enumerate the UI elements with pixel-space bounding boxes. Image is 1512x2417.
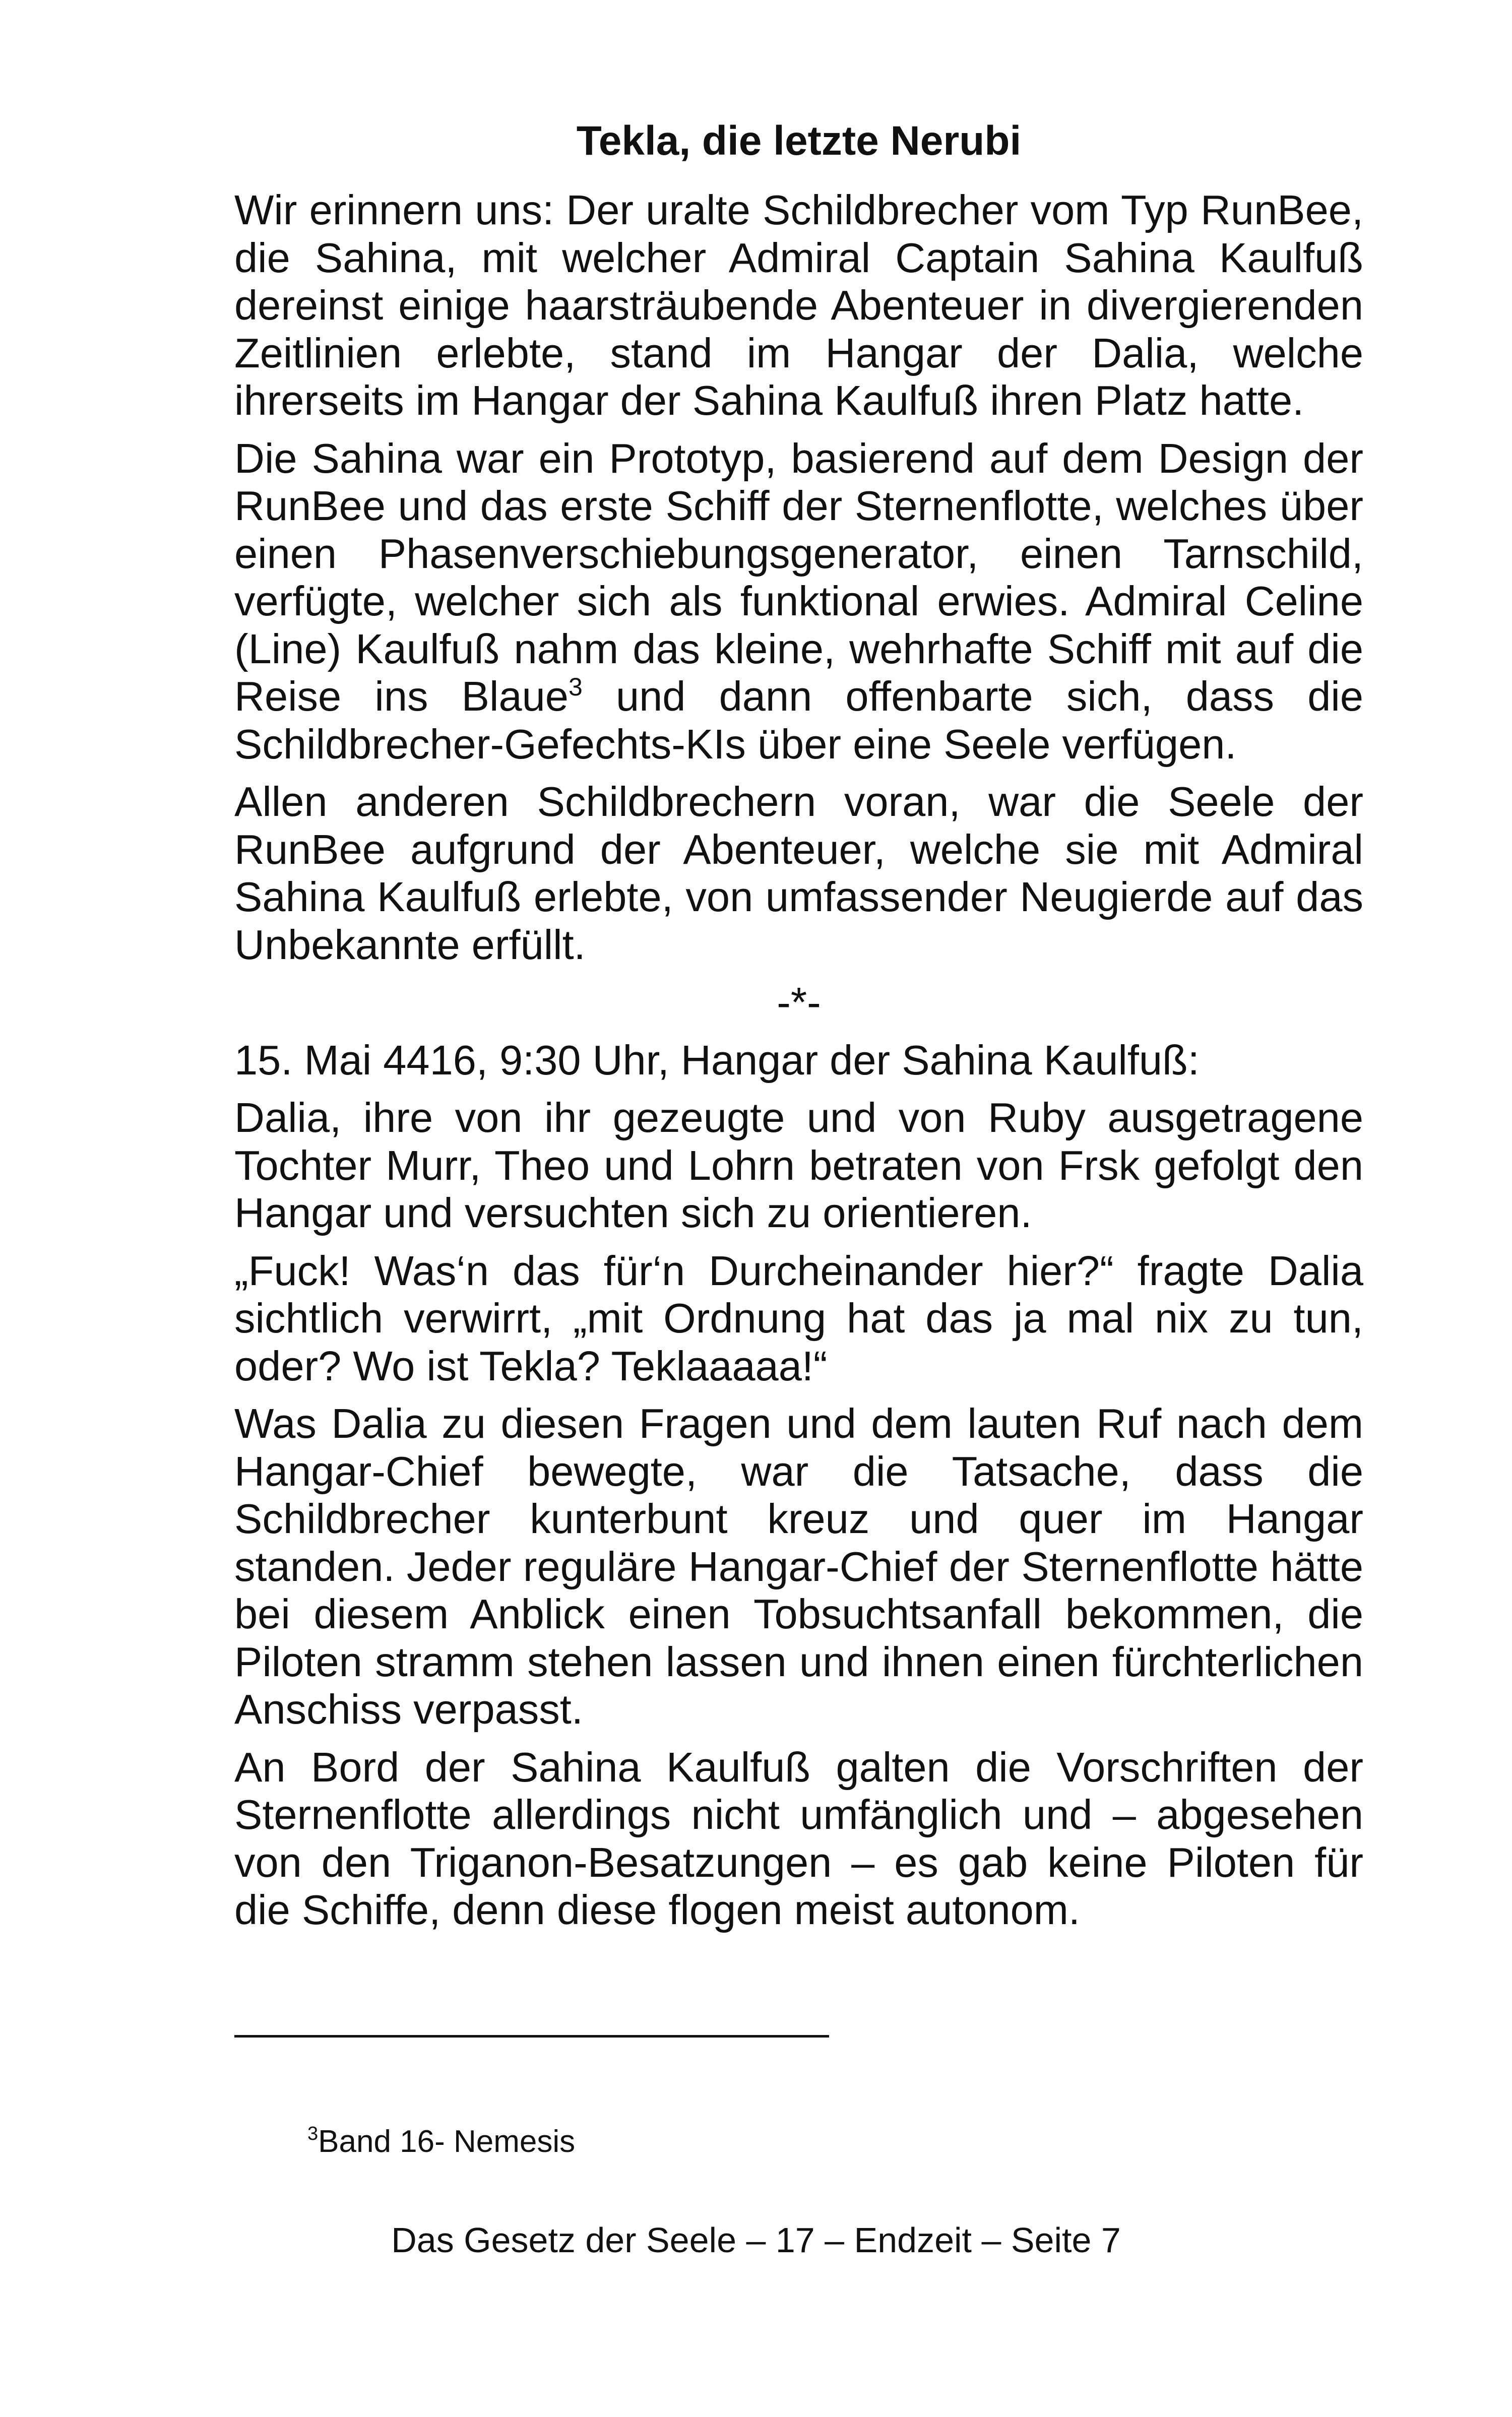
paragraph: Was Dalia zu diesen Fragen und dem lauten Ruf nach dem Hangar-Chief bewegte, war die Tatsache, dass die Schildbrecher kunterbunt kreuz und quer im Hangar standen. Jeder reguläre Hangar-Chief der Sternenflotte hätte bei diesem Anblick einen Tobsuchtsanfall bekommen, die Piloten stramm stehen lassen und ihnen einen fürchterlichen Anschiss verpasst. [234, 1400, 1363, 1733]
paragraph: „Fuck! Was‘n das für‘n Durcheinander hier?“ fragte Dalia sichtlich verwirrt, „mit Ordnung hat das ja mal nix zu tun, oder? Wo ist Tekla? Teklaaaaa!“ [234, 1247, 1363, 1389]
footnote [307, 2122, 575, 2162]
paragraph: Allen anderen Schildbrechern voran, war die Seele der RunBee aufgrund der Abenteuer, welche sie mit Admiral Sahina Kaulfuß erlebte, von umfassender Neugierde auf das Unbekannte erfüllt. [234, 778, 1363, 968]
paragraph-text: und dann offenbarte sich, dass die Schildbrecher-Gefechts-KIs über eine Seele verfügen. [234, 673, 1363, 768]
footnote-divider [234, 2035, 829, 2038]
footnote-marker: 3 [307, 2123, 319, 2144]
dateline: 15. Mai 4416, 9:30 Uhr, Hangar der Sahina Kaulfuß: [234, 1036, 1200, 1084]
paragraph [234, 435, 1363, 769]
scene-separator: -*- [777, 979, 821, 1026]
body-text [234, 186, 1363, 1944]
paragraph-text: Die Sahina war ein Prototyp, basierend auf dem Design der RunBee und das erste Schiff der Sternenflotte, welches über einen Phasenverschiebungsgenerator, einen Tarnschild, verfügte, welcher sich als funktional erwies. Admiral Celine (Line) Kaulfuß nahm das kleine, wehrhafte Schiff mit auf die Reise ins Blaue [234, 434, 1363, 720]
paragraph: An Bord der Sahina Kaulfuß galten die Vorschriften der Sternenflotte allerdings nicht umfänglich und – abgesehen von den Triganon-Besatzungen – es gab keine Piloten für die Schiffe, denn diese flogen meist autonom. [234, 1743, 1363, 1933]
paragraph: Dalia, ihre von ihr gezeugte und von Ruby ausgetragene Tochter Murr, Theo und Lohrn betraten von Frsk gefolgt den Hangar und versuchten sich zu orientieren. [234, 1094, 1363, 1236]
chapter-title: Tekla, die letzte Nerubi [576, 118, 1022, 164]
page-footer: Das Gesetz der Seele – 17 – Endzeit – Seite 7 [391, 2220, 1121, 2260]
paragraph: Wir erinnern uns: Der uralte Schildbrecher vom Typ RunBee, die Sahina, mit welcher Admiral Captain Sahina Kaulfuß dereinst einige haarsträubende Abenteuer in divergierenden Zeitlinien erlebte, stand im Hangar der Dalia, welche ihrerseits im Hangar der Sahina Kaulfuß ihren Platz hatte. [234, 186, 1363, 424]
footnote-reference: 3 [568, 673, 583, 701]
footnote-text: Band 16- Nemesis [318, 2124, 576, 2159]
